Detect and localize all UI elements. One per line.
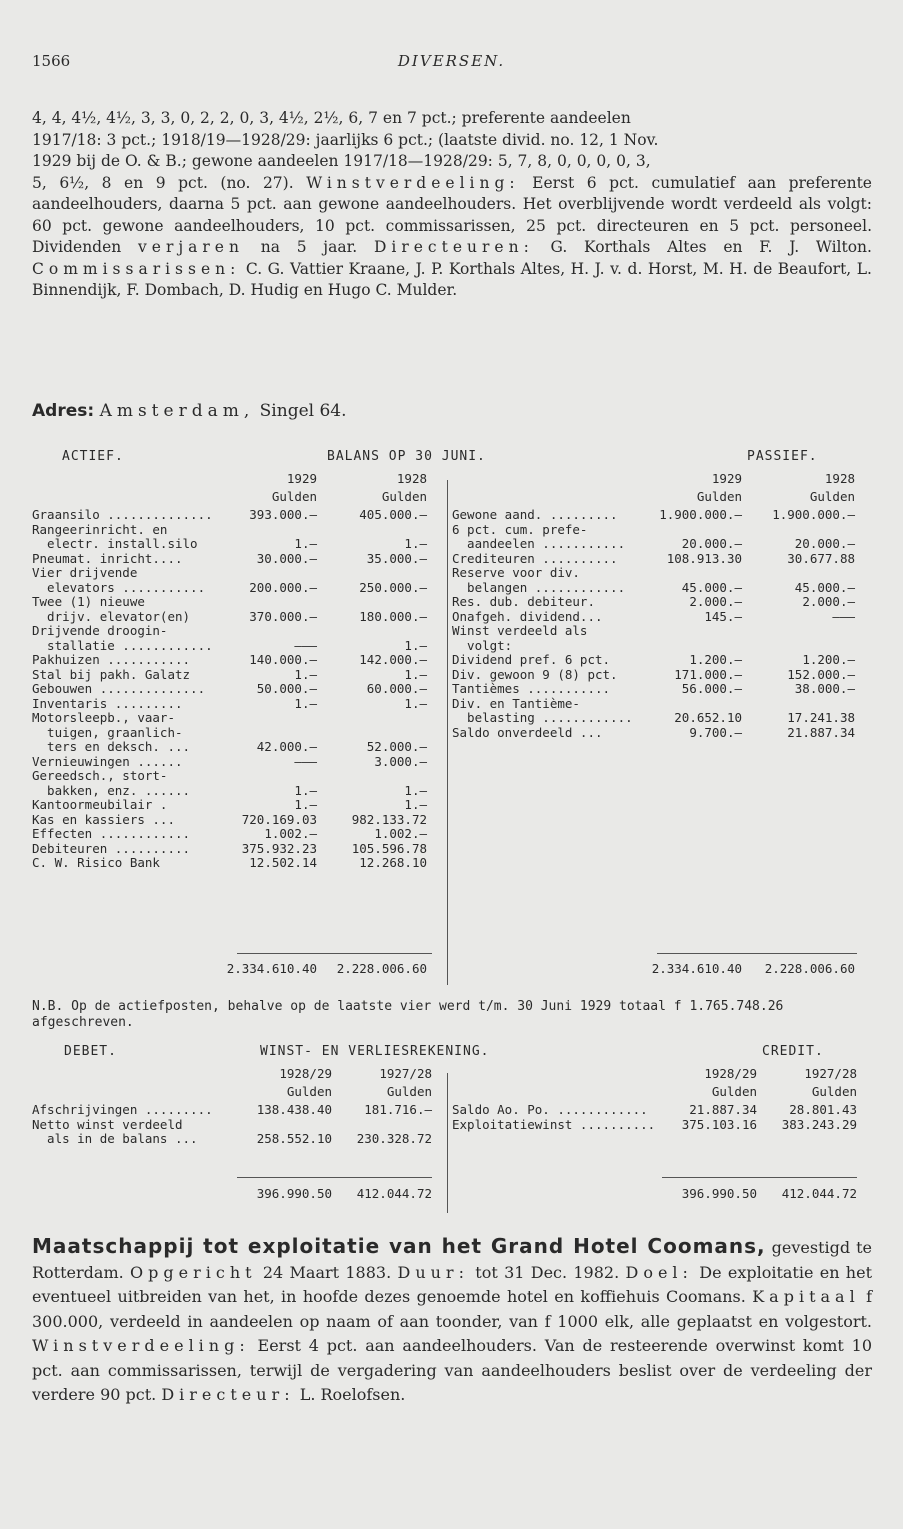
row-label: Rangeerinricht. en	[32, 522, 168, 537]
table-row	[32, 697, 442, 712]
unit-header: Gulden	[381, 489, 427, 504]
row-value: 1.—	[404, 797, 427, 812]
row-label: ters en deksch. ...	[32, 740, 191, 754]
row-value: 45.000.—	[794, 579, 855, 595]
row-label: Pneumat. inricht....	[32, 551, 183, 566]
total-rule	[237, 953, 432, 954]
year-header: 1928	[824, 471, 855, 486]
year-header: 1929	[286, 471, 317, 486]
row-value: 108.913.30	[666, 550, 742, 566]
table-row	[32, 827, 442, 842]
row-label: electr. install.silo	[32, 537, 198, 551]
nb-note: N.B. Op de actiefposten, behalve op de laatste vier werd t/m. 30 Juni 1929 totaal f 1.765.748.26 afgeschreven.	[32, 999, 784, 1030]
table-row	[32, 798, 442, 813]
intro-line: 4, 4, 4½, 4½, 3, 3, 0, 2, 2, 0, 3, 4½, 2½, 6, 7 en 7 pct.; preferente aandeelen	[32, 109, 631, 127]
intro-line: 1917/18: 3 pct.; 1918/19—1928/29: jaarlijks 6 pct.; (laatste divid. no. 12, 1 Nov.	[32, 130, 659, 149]
row-value: 393.000.—	[249, 507, 317, 522]
table-row	[32, 711, 442, 726]
profit-loss-title: WINST- EN VERLIESREKENING.	[260, 1044, 490, 1059]
row-value: ———	[832, 608, 855, 624]
table-row	[452, 1118, 877, 1133]
row-label: Twee (1) nieuwe	[32, 595, 145, 609]
row-value: 145.—	[704, 608, 742, 624]
unit-header: Gulden	[809, 489, 855, 504]
row-value: 1.200.—	[802, 652, 855, 667]
row-value: 12.268.10	[359, 855, 427, 870]
row-value: 52.000.—	[366, 739, 427, 754]
row-label: stallatie ............	[32, 638, 213, 653]
row-value: 105.596.78	[351, 840, 427, 856]
address-city: Amsterdam,	[99, 401, 255, 421]
passief-total-1929: 2.334.610.40	[651, 961, 742, 976]
row-value: 370.000.—	[249, 608, 317, 624]
row-label: Afschrijvingen .........	[32, 1103, 213, 1117]
row-value: 250.000.—	[359, 579, 427, 595]
actief-total-1928: 2.228.006.60	[336, 961, 427, 976]
profit-loss	[32, 1045, 877, 1215]
table-row	[32, 1103, 442, 1118]
row-value: 1.002.—	[264, 826, 317, 841]
row-value: 1.—	[294, 666, 317, 682]
row-label: Gewone aand. .........	[452, 508, 618, 522]
row-value: 35.000.—	[366, 550, 427, 566]
table-row	[452, 711, 877, 726]
row-value: 21.887.34	[689, 1102, 757, 1117]
unit-header: Gulden	[286, 1084, 332, 1099]
row-label: Crediteuren ..........	[452, 551, 618, 566]
grand-hotel-entry: Maatschappij tot exploitatie van het Grand Hotel Coomans, gevestigd te Rotterdam. Opgericht 24 Maart 1883. Duur: tot 31 Dec. 1982. Doel: De exploitatie en het eventueel uitbreiden van het, in hoofde dezes genoemde hotel en koffiehuis Coomans. Kapitaal f 300.000, verdeeld in aandeelen op naam of aan toonder, van f 1000 elk, alle geplaatst en volgestort. Winstverdeeling: Eerst 4 pct. aan aandeelhouders. Van de resteerende overwinst komt 10 pct. aan commissarissen, terwijl de vergadering van aandeelhouders beslist over de verdeeling der verdere 90 pct. Directeur: L. Roelofsen.	[32, 1234, 873, 1404]
unit-header: Gulden	[711, 1084, 757, 1099]
table-row	[452, 581, 877, 596]
row-label: Kantoormeubilair .	[32, 798, 168, 812]
year-header: 1928	[396, 471, 427, 486]
row-value: 1.—	[404, 637, 427, 653]
credit-list	[452, 1103, 877, 1132]
column-divider	[447, 480, 448, 985]
row-label: Stal bij pakh. Galatz	[32, 667, 191, 682]
table-row	[32, 624, 442, 639]
row-value: 1.002.—	[374, 826, 427, 841]
row-value: 258.552.10	[256, 1131, 332, 1146]
row-value: 20.652.10	[674, 710, 742, 725]
doel-label: Doel:	[625, 1262, 693, 1282]
table-row	[452, 523, 877, 538]
unit-header: Gulden	[696, 489, 742, 504]
row-label: Inventaris .........	[32, 696, 183, 711]
row-label: Gereedsch., stort-	[32, 769, 168, 783]
kapitaal-label: Kapitaal	[752, 1287, 860, 1306]
row-value: 1.200.—	[689, 652, 742, 667]
row-value: 181.716.—	[364, 1102, 432, 1117]
page-header	[32, 52, 871, 76]
row-value: 200.000.—	[249, 579, 317, 595]
row-label: Dividend pref. 6 pct.	[452, 653, 611, 667]
row-label: Effecten ............	[32, 827, 191, 841]
table-row	[32, 639, 442, 654]
row-value: 982.133.72	[351, 811, 427, 827]
row-value: 2.000.—	[689, 594, 742, 609]
table-row	[32, 523, 442, 538]
table-row	[452, 1103, 877, 1118]
row-label: Res. dub. debiteur.	[452, 595, 595, 609]
table-row	[452, 610, 877, 625]
row-label: bakken, enz. ......	[32, 783, 191, 798]
credit-heading: CREDIT.	[762, 1044, 824, 1059]
row-value: 142.000.—	[359, 652, 427, 667]
actief-list	[32, 508, 442, 871]
row-label: Div. gewoon 9 (8) pct.	[452, 667, 618, 682]
row-value: 12.502.14	[249, 855, 317, 870]
passief-total-1928: 2.228.006.60	[764, 961, 855, 976]
row-value: 375.103.16	[681, 1116, 757, 1132]
table-row	[452, 639, 877, 654]
directeur-label: Directeur:	[161, 1385, 295, 1404]
table-row	[32, 566, 442, 581]
column-divider	[447, 1073, 448, 1213]
row-label: Graansilo ..............	[32, 508, 213, 522]
table-row	[32, 610, 442, 625]
row-value: 1.—	[404, 695, 427, 711]
passief-heading: PASSIEF.	[747, 449, 818, 464]
debet-total-1: 396.990.50	[256, 1186, 332, 1201]
row-value: 42.000.—	[256, 739, 317, 754]
row-value: 1.—	[294, 797, 317, 812]
verjaren-label: verjaren	[138, 238, 244, 256]
row-label: Vier drijvende	[32, 566, 138, 580]
row-value: 140.000.—	[249, 652, 317, 667]
table-row	[32, 682, 442, 697]
table-row	[32, 726, 442, 741]
table-row	[452, 537, 877, 552]
row-value: 1.—	[294, 695, 317, 711]
row-label: Onafgeh. dividend...	[452, 609, 603, 624]
row-label: Kas en kassiers ...	[32, 812, 175, 827]
row-label: Div. en Tantième-	[452, 696, 580, 711]
credit-total-1: 396.990.50	[681, 1186, 757, 1201]
address-label: Adres:	[32, 401, 95, 421]
row-label: elevators ...........	[32, 580, 206, 595]
row-value: ———	[294, 753, 317, 769]
row-value: 2.000.—	[802, 594, 855, 609]
row-value: 30.000.—	[256, 550, 317, 566]
table-row	[32, 1132, 442, 1147]
row-label: belasting ............	[452, 711, 633, 725]
row-value: 28.801.43	[789, 1102, 857, 1117]
row-value: 21.887.34	[787, 724, 855, 740]
total-rule	[237, 1177, 432, 1178]
row-value: 1.900.000.—	[659, 507, 742, 522]
table-row	[452, 552, 877, 567]
balance-sheet	[32, 450, 877, 990]
row-value: 1.—	[294, 782, 317, 798]
row-value: 1.—	[404, 782, 427, 798]
row-value: 1.900.000.—	[772, 507, 855, 522]
intro-line: 1929 bij de O. & B.; gewone aandeelen 1917/18—1928/29: 5, 7, 8, 0, 0, 0, 0, 3,	[32, 152, 651, 170]
row-label: drijv. elevator(en)	[32, 609, 191, 624]
table-row	[32, 755, 442, 770]
credit-total-2: 412.044.72	[781, 1186, 857, 1201]
company-name: Maatschappij tot exploitatie van het Grand Hotel Coomans,	[32, 1234, 766, 1258]
table-row	[452, 682, 877, 697]
table-row	[452, 668, 877, 683]
commissarissen-label: Commissarissen:	[32, 259, 241, 278]
year-header: 1928/29	[279, 1066, 332, 1081]
winst-text: Eerst 6 pct. cumulatief aan preferente aandeelhouders, daarna 5 pct. aan gewone aandeelhouders. Het overblijvende wordt verdeeld als volgt: 60 pct. gewone aandeelhouders, 10 pct. commissarissen, 25 pct. directeuren en 5 pct. personeel. Dividenden	[32, 173, 872, 256]
row-value: 50.000.—	[256, 681, 317, 696]
unit-header: Gulden	[811, 1084, 857, 1099]
table-row	[452, 624, 877, 639]
row-value: 1.—	[404, 536, 427, 551]
table-row	[32, 856, 442, 871]
table-row	[32, 595, 442, 610]
table-row	[452, 566, 877, 581]
row-value: 375.932.23	[241, 840, 317, 856]
row-value: 180.000.—	[359, 608, 427, 624]
table-row	[452, 726, 877, 741]
row-label: Exploitatiewinst ..........	[452, 1117, 656, 1132]
row-label: Reserve voor div.	[452, 566, 580, 580]
row-value: 405.000.—	[359, 507, 427, 522]
table-row	[32, 769, 442, 784]
actief-total-1929: 2.334.610.40	[226, 961, 317, 976]
debet-list	[32, 1103, 442, 1147]
unit-header: Gulden	[271, 489, 317, 504]
row-label: Pakhuizen ...........	[32, 653, 191, 667]
row-label: Saldo onverdeeld ...	[452, 725, 603, 740]
row-value: 56.000.—	[681, 681, 742, 696]
directeuren-label: Directeuren:	[373, 238, 534, 256]
table-row	[32, 740, 442, 755]
table-row	[32, 842, 442, 857]
table-row	[32, 813, 442, 828]
table-row	[452, 508, 877, 523]
year-header: 1927/28	[804, 1066, 857, 1081]
opgericht-label: Opgericht	[130, 1262, 257, 1282]
debet-heading: DEBET.	[64, 1044, 117, 1059]
table-row	[32, 668, 442, 683]
row-label: Drijvende droogin-	[32, 624, 168, 638]
row-value: 720.169.03	[241, 811, 317, 827]
winstverdeeling-label: Winstverdeeling:	[32, 1336, 250, 1355]
row-label: Saldo Ao. Po. ............	[452, 1103, 648, 1117]
table-row	[32, 508, 442, 523]
row-value: 9.700.—	[689, 724, 742, 740]
row-value: 3.000.—	[374, 753, 427, 769]
table-row	[32, 581, 442, 596]
row-label: Vernieuwingen ......	[32, 754, 183, 769]
address-street: Singel 64.	[259, 401, 347, 421]
table-row	[32, 1118, 442, 1133]
table-row	[32, 784, 442, 799]
intro-text: 5, 6½, 8 en 9 pct. (no. 27). Winstverdeeling: Eerst 6 pct. cumulatief aan preferente aandeelhouders, daarna 5 pct. aan gewone aandeelhouders. Het overblijvende wordt verdeeld als volgt: 60 pct. gewone aandeelhouders, 10 pct. commissarissen, 25 pct. directeuren en 5 pct. personeel. Dividenden verjaren na 5 jaar. Directeuren: G. Korthals Altes en F. J. Wilton. Commissarissen: C. G. Vattier Kraane, J. P. Korthals Altes, H. J. v. d. Horst, M. H. de Beaufort, L. Binnendijk, F. Dombach, D. Hudig en Hugo C. Mulder.	[32, 173, 872, 299]
row-value: 383.243.29	[781, 1116, 857, 1132]
debet-total-2: 412.044.72	[356, 1186, 432, 1201]
actief-heading: ACTIEF.	[62, 449, 124, 464]
duur-label: Duur:	[397, 1262, 469, 1282]
row-value: 1.—	[404, 666, 427, 682]
row-value: 152.000.—	[787, 666, 855, 682]
unit-header: Gulden	[386, 1084, 432, 1099]
row-value: 1.—	[294, 536, 317, 551]
row-label: Netto winst verdeeld	[32, 1117, 183, 1132]
page-number: 1566	[32, 52, 71, 70]
total-rule	[662, 1177, 857, 1178]
row-value: 230.328.72	[356, 1131, 432, 1146]
row-value: 45.000.—	[681, 579, 742, 595]
balance-title: BALANS OP 30 JUNI.	[327, 449, 486, 464]
year-header: 1928/29	[704, 1066, 757, 1081]
table-row	[452, 595, 877, 610]
row-value: 60.000.—	[366, 681, 427, 696]
table-row	[32, 552, 442, 567]
row-value: 17.241.38	[787, 710, 855, 725]
table-row	[452, 653, 877, 668]
row-label: Winst verdeeld als	[452, 624, 588, 638]
row-label: aandeelen ...........	[452, 537, 626, 551]
row-value: 38.000.—	[794, 681, 855, 696]
section-title: DIVERSEN.	[397, 52, 506, 70]
table-row	[32, 653, 442, 668]
total-rule	[657, 953, 857, 954]
address-line	[32, 401, 347, 421]
intro-paragraph	[32, 108, 872, 302]
row-label: als in de balans ...	[32, 1132, 198, 1146]
row-label: belangen ............	[452, 580, 626, 595]
winst-label: Winstverdeeling:	[306, 173, 520, 192]
year-header: 1929	[711, 471, 742, 486]
table-row	[32, 537, 442, 552]
row-label: 6 pct. cum. prefe-	[452, 522, 588, 537]
row-value: 30.677.88	[787, 550, 855, 566]
row-value: 138.438.40	[256, 1102, 332, 1117]
row-label: Gebouwen ..............	[32, 682, 206, 696]
row-value: ———	[294, 637, 317, 653]
table-row	[452, 697, 877, 712]
row-label: Debiteuren ..........	[32, 841, 191, 856]
row-label: tuigen, graanlich-	[32, 725, 183, 740]
row-value: 171.000.—	[674, 666, 742, 682]
row-label: Motorsleepb., vaar-	[32, 711, 175, 725]
row-label: volgt:	[452, 638, 513, 653]
row-value: 20.000.—	[681, 536, 742, 551]
year-header: 1927/28	[379, 1066, 432, 1081]
passief-list	[452, 508, 877, 740]
row-value: 20.000.—	[794, 536, 855, 551]
row-label: C. W. Risico Bank	[32, 856, 160, 870]
row-label: Tantièmes ...........	[452, 682, 611, 696]
